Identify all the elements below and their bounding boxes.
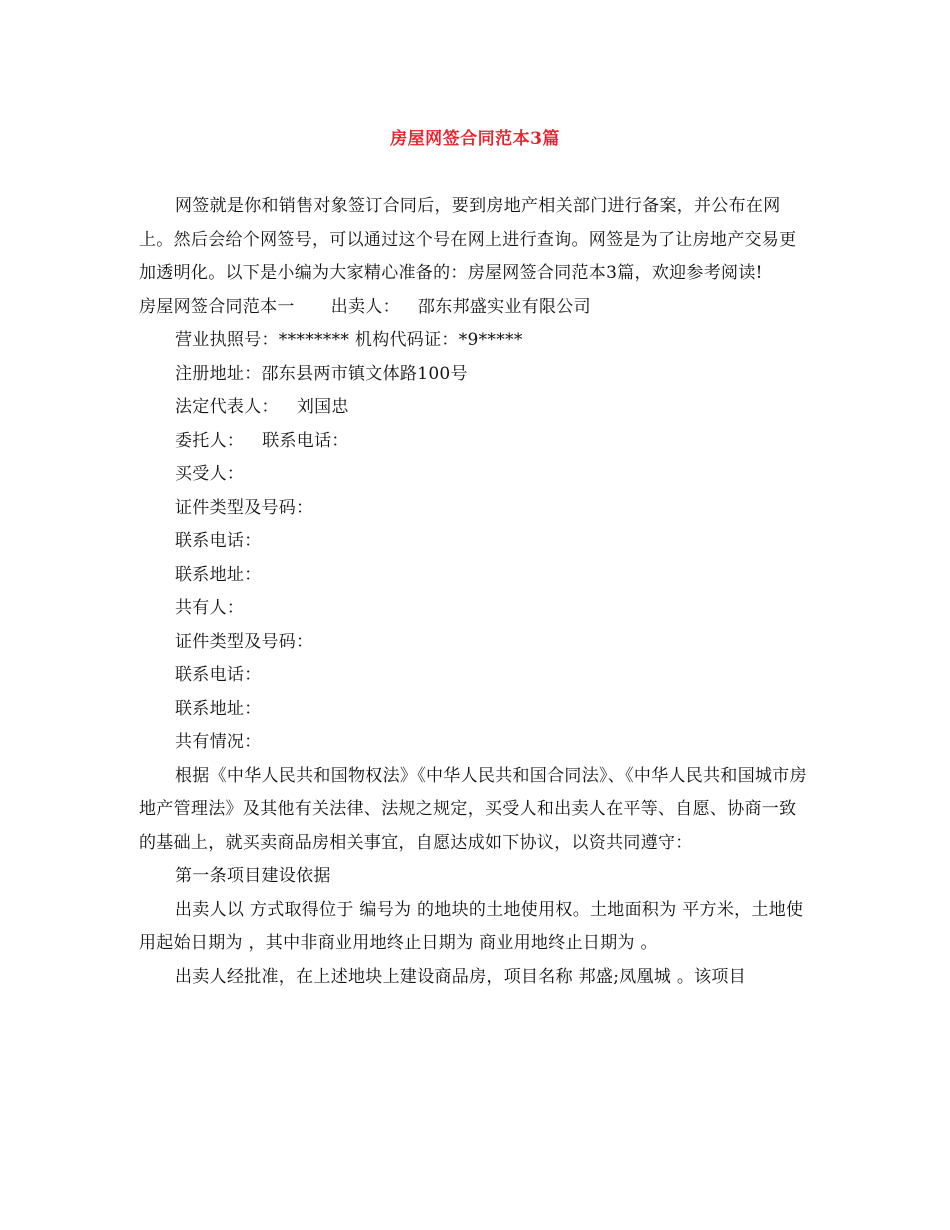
agent-label: 委托人： (175, 430, 245, 451)
seller-label: 出卖人： (330, 296, 400, 317)
co-owner-status-line: 共有情况： (175, 732, 262, 752)
co-owner-address-line: 联系地址： (175, 698, 262, 719)
legal-rep-value: 刘国忠 (296, 397, 349, 417)
article-1-title: 第一条项目建设依据 (175, 866, 331, 886)
document-body (139, 190, 811, 994)
co-owner-id-line: 证件类型及号码： (175, 631, 314, 652)
buyer-line: 买受人： (175, 464, 245, 484)
co-owner-phone-line: 联系电话： (175, 665, 262, 685)
license-line: 营业执照号：******** 机构代码证：*9***** (175, 330, 523, 350)
buyer-phone-line: 联系电话： (175, 531, 262, 551)
co-owner-line: 共有人： (175, 598, 245, 618)
document-title: 房屋网签合同范本3篇 (390, 129, 560, 149)
article-1-paragraph-1: 出卖人以 方式取得位于 编号为 的地块的土地使用权。土地面积为 平方米，土地使用起始日期为 ，其中非商业用地终止日期为 商业用地终止日期为 。 (139, 899, 804, 953)
legal-rep-line (139, 391, 811, 425)
intro-paragraph: 网签就是你和销售对象签订合同后，要到房地产相关部门进行备案，并公布在网上。然后会给个网签号，可以通过这个号在网上进行查询。网签是为了让房地产交易更加透明化。以下是小编为大家精心准备的：房屋网签合同范本3篇，欢迎参考阅读! (139, 196, 797, 283)
agent-line (139, 425, 811, 459)
address-line: 注册地址：邵东县两市镇文体路100号 (175, 363, 468, 384)
article-1-paragraph-2: 出卖人经批准，在上述地块上建设商品房，项目名称 邦盛;凤凰城 。该项目 (175, 966, 747, 987)
buyer-address-line: 联系地址： (175, 564, 262, 585)
legal-rep-label: 法定代表人： (175, 397, 279, 417)
legal-basis-paragraph: 根据《中华人民共和国物权法》《中华人民共和国合同法》、《中华人民共和国城市房地产管理法》及其他有关法律、法规之规定，买受人和出卖人在平等、自愿、协商一致的基础上，就买卖商品房相关事宜，自愿达成如下协议，以资共同遵守： (139, 765, 807, 853)
seller-value: 邵东邦盛实业有限公司 (417, 296, 591, 317)
section-label: 房屋网签合同范本一 (139, 296, 295, 317)
seller-line (139, 291, 811, 325)
agent-phone-label: 联系电话： (262, 430, 349, 451)
buyer-id-line: 证件类型及号码： (175, 497, 314, 518)
